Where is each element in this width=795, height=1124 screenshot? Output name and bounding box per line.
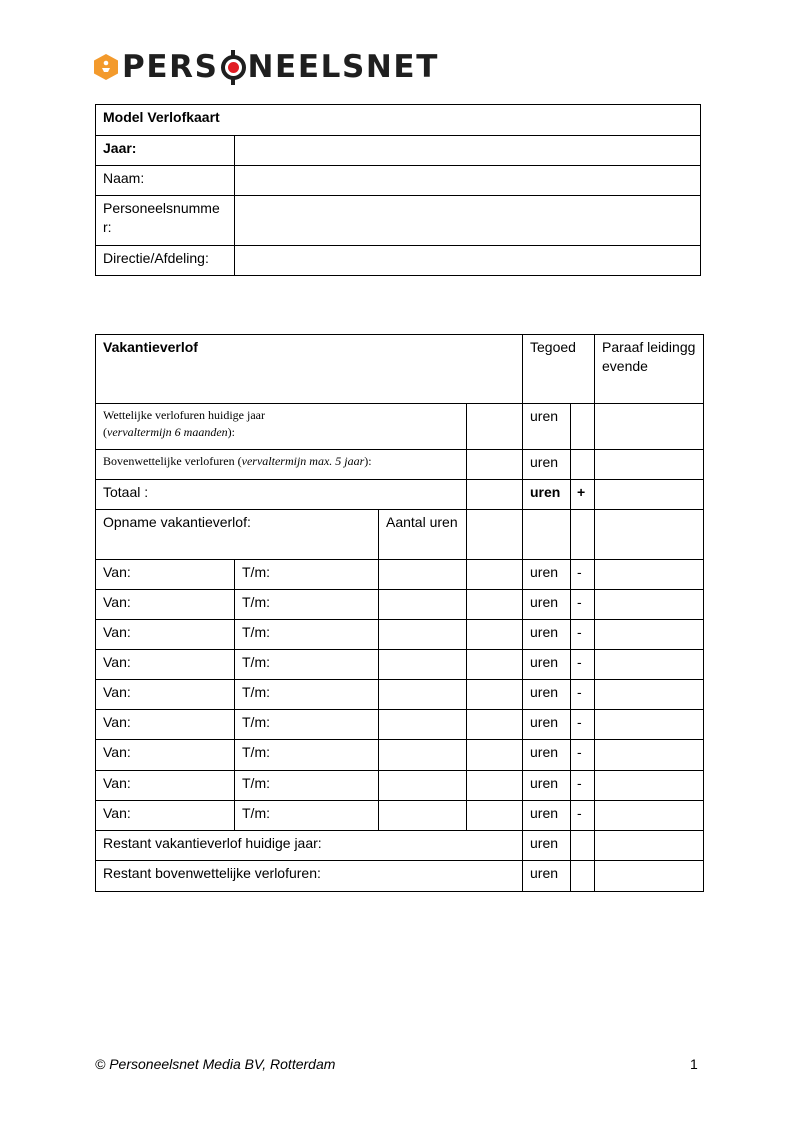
cell-paraaf[interactable]	[595, 680, 704, 710]
table-row	[96, 710, 704, 740]
cell-sign	[571, 450, 595, 480]
unit-uren: uren	[523, 740, 571, 771]
cell-aantal-uren[interactable]	[379, 680, 467, 710]
leave-title: Vakantieverlof	[96, 335, 523, 404]
cell-paraaf[interactable]	[595, 450, 704, 480]
field-directie-afdeling[interactable]	[235, 246, 701, 276]
cell-sign	[571, 831, 595, 861]
field-personeelsnummer[interactable]	[235, 196, 701, 246]
cell-aantal-uren[interactable]	[379, 740, 467, 771]
logo-text-end: NEELSNET	[247, 49, 439, 85]
tm-label: T/m:	[235, 590, 379, 620]
restant-boven-label: Restant bovenwettelijke verlofuren:	[96, 861, 523, 892]
cell-tegoed[interactable]	[467, 710, 523, 740]
col-paraaf: Paraaf leidinggevende	[595, 335, 704, 404]
unit-uren: uren	[523, 650, 571, 680]
cell-tegoed[interactable]	[467, 801, 523, 831]
label-naam: Naam:	[96, 166, 235, 196]
row-bovenwettelijk-label: Bovenwettelijke verlofuren (vervaltermijn max. 5 jaar):	[96, 450, 467, 480]
opname-rows	[96, 560, 704, 831]
table-row	[96, 650, 704, 680]
cell-aantal-uren[interactable]	[379, 590, 467, 620]
cell-paraaf[interactable]	[595, 650, 704, 680]
cell-paraaf[interactable]	[595, 771, 704, 801]
field-naam[interactable]	[235, 166, 701, 196]
cell-empty	[467, 510, 523, 560]
cell-aantal-uren[interactable]	[379, 560, 467, 590]
tm-label: T/m:	[235, 771, 379, 801]
table-row	[96, 740, 704, 771]
van-label: Van:	[96, 650, 235, 680]
row-totaal-label: Totaal :	[96, 480, 467, 510]
cell-sign	[571, 861, 595, 892]
cell-paraaf[interactable]	[595, 620, 704, 650]
van-label: Van:	[96, 740, 235, 771]
minus-sign: -	[571, 620, 595, 650]
cell-paraaf[interactable]	[595, 480, 704, 510]
table-row	[96, 560, 704, 590]
leave-table	[95, 334, 704, 892]
logo-hexagon-icon	[94, 54, 118, 80]
cell-bovenwettelijk-tegoed[interactable]	[467, 450, 523, 480]
van-label: Van:	[96, 771, 235, 801]
tm-label: T/m:	[235, 710, 379, 740]
unit-uren: uren	[523, 590, 571, 620]
aantal-uren-header: Aantal uren	[379, 510, 467, 560]
unit-uren: uren	[523, 801, 571, 831]
personeelsnet-logo	[94, 47, 439, 87]
cell-aantal-uren[interactable]	[379, 620, 467, 650]
cell-paraaf[interactable]	[595, 710, 704, 740]
van-label: Van:	[96, 620, 235, 650]
unit-uren: uren	[523, 710, 571, 740]
minus-sign: -	[571, 590, 595, 620]
unit-uren: uren	[523, 861, 571, 892]
cell-paraaf[interactable]	[595, 801, 704, 831]
unit-uren: uren	[523, 831, 571, 861]
cell-tegoed[interactable]	[467, 740, 523, 771]
cell-empty	[571, 510, 595, 560]
minus-sign: -	[571, 801, 595, 831]
table-row	[96, 620, 704, 650]
cell-paraaf[interactable]	[595, 510, 704, 560]
cell-tegoed[interactable]	[467, 590, 523, 620]
unit-uren: uren	[523, 771, 571, 801]
van-label: Van:	[96, 801, 235, 831]
label-directie-afdeling: Directie/Afdeling:	[96, 246, 235, 276]
cell-tegoed[interactable]	[467, 620, 523, 650]
table-row	[96, 680, 704, 710]
minus-sign: -	[571, 560, 595, 590]
cell-sign	[571, 404, 595, 450]
van-label: Van:	[96, 590, 235, 620]
cell-totaal-tegoed[interactable]	[467, 480, 523, 510]
table-row	[96, 590, 704, 620]
header-table	[95, 104, 701, 276]
col-tegoed: Tegoed	[523, 335, 595, 404]
unit-uren: uren	[523, 404, 571, 450]
label-personeelsnummer: Personeelsnummer:	[96, 196, 235, 246]
minus-sign: -	[571, 771, 595, 801]
plus-sign: +	[571, 480, 595, 510]
table-row	[96, 801, 704, 831]
table-row	[96, 771, 704, 801]
cell-tegoed[interactable]	[467, 680, 523, 710]
restant-vakantie-label: Restant vakantieverlof huidige jaar:	[96, 831, 523, 861]
cell-paraaf[interactable]	[595, 831, 704, 861]
tm-label: T/m:	[235, 560, 379, 590]
unit-uren-bold: uren	[523, 480, 571, 510]
logo-text-start: PERS	[122, 49, 219, 85]
van-label: Van:	[96, 710, 235, 740]
cell-wettelijk-tegoed[interactable]	[467, 404, 523, 450]
minus-sign: -	[571, 650, 595, 680]
van-label: Van:	[96, 680, 235, 710]
logo-text	[122, 47, 439, 87]
header-title: Model Verlofkaart	[96, 105, 701, 136]
tm-label: T/m:	[235, 650, 379, 680]
minus-sign: -	[571, 740, 595, 771]
minus-sign: -	[571, 680, 595, 710]
unit-uren: uren	[523, 620, 571, 650]
tm-label: T/m:	[235, 680, 379, 710]
tm-label: T/m:	[235, 620, 379, 650]
cell-tegoed[interactable]	[467, 771, 523, 801]
logo-o-target-icon	[221, 55, 246, 80]
tm-label: T/m:	[235, 740, 379, 771]
cell-aantal-uren[interactable]	[379, 650, 467, 680]
cell-paraaf[interactable]	[595, 404, 704, 450]
row-wettelijk-label: Wettelijke verlofuren huidige jaar (vervaltermijn 6 maanden):	[96, 404, 467, 450]
cell-empty	[523, 510, 571, 560]
unit-uren: uren	[523, 450, 571, 480]
cell-paraaf[interactable]	[595, 560, 704, 590]
label-jaar: Jaar:	[96, 136, 235, 166]
tm-label: T/m:	[235, 801, 379, 831]
cell-paraaf[interactable]	[595, 861, 704, 892]
footer-copyright: © Personeelsnet Media BV, Rotterdam	[95, 1056, 336, 1072]
cell-tegoed[interactable]	[467, 650, 523, 680]
minus-sign: -	[571, 710, 595, 740]
cell-aantal-uren[interactable]	[379, 771, 467, 801]
footer-page-number: 1	[690, 1056, 698, 1072]
van-label: Van:	[96, 560, 235, 590]
cell-paraaf[interactable]	[595, 590, 704, 620]
cell-tegoed[interactable]	[467, 560, 523, 590]
cell-aantal-uren[interactable]	[379, 801, 467, 831]
unit-uren: uren	[523, 680, 571, 710]
cell-paraaf[interactable]	[595, 740, 704, 771]
opname-label: Opname vakantieverlof:	[96, 510, 379, 560]
field-jaar[interactable]	[235, 136, 701, 166]
cell-aantal-uren[interactable]	[379, 710, 467, 740]
unit-uren: uren	[523, 560, 571, 590]
